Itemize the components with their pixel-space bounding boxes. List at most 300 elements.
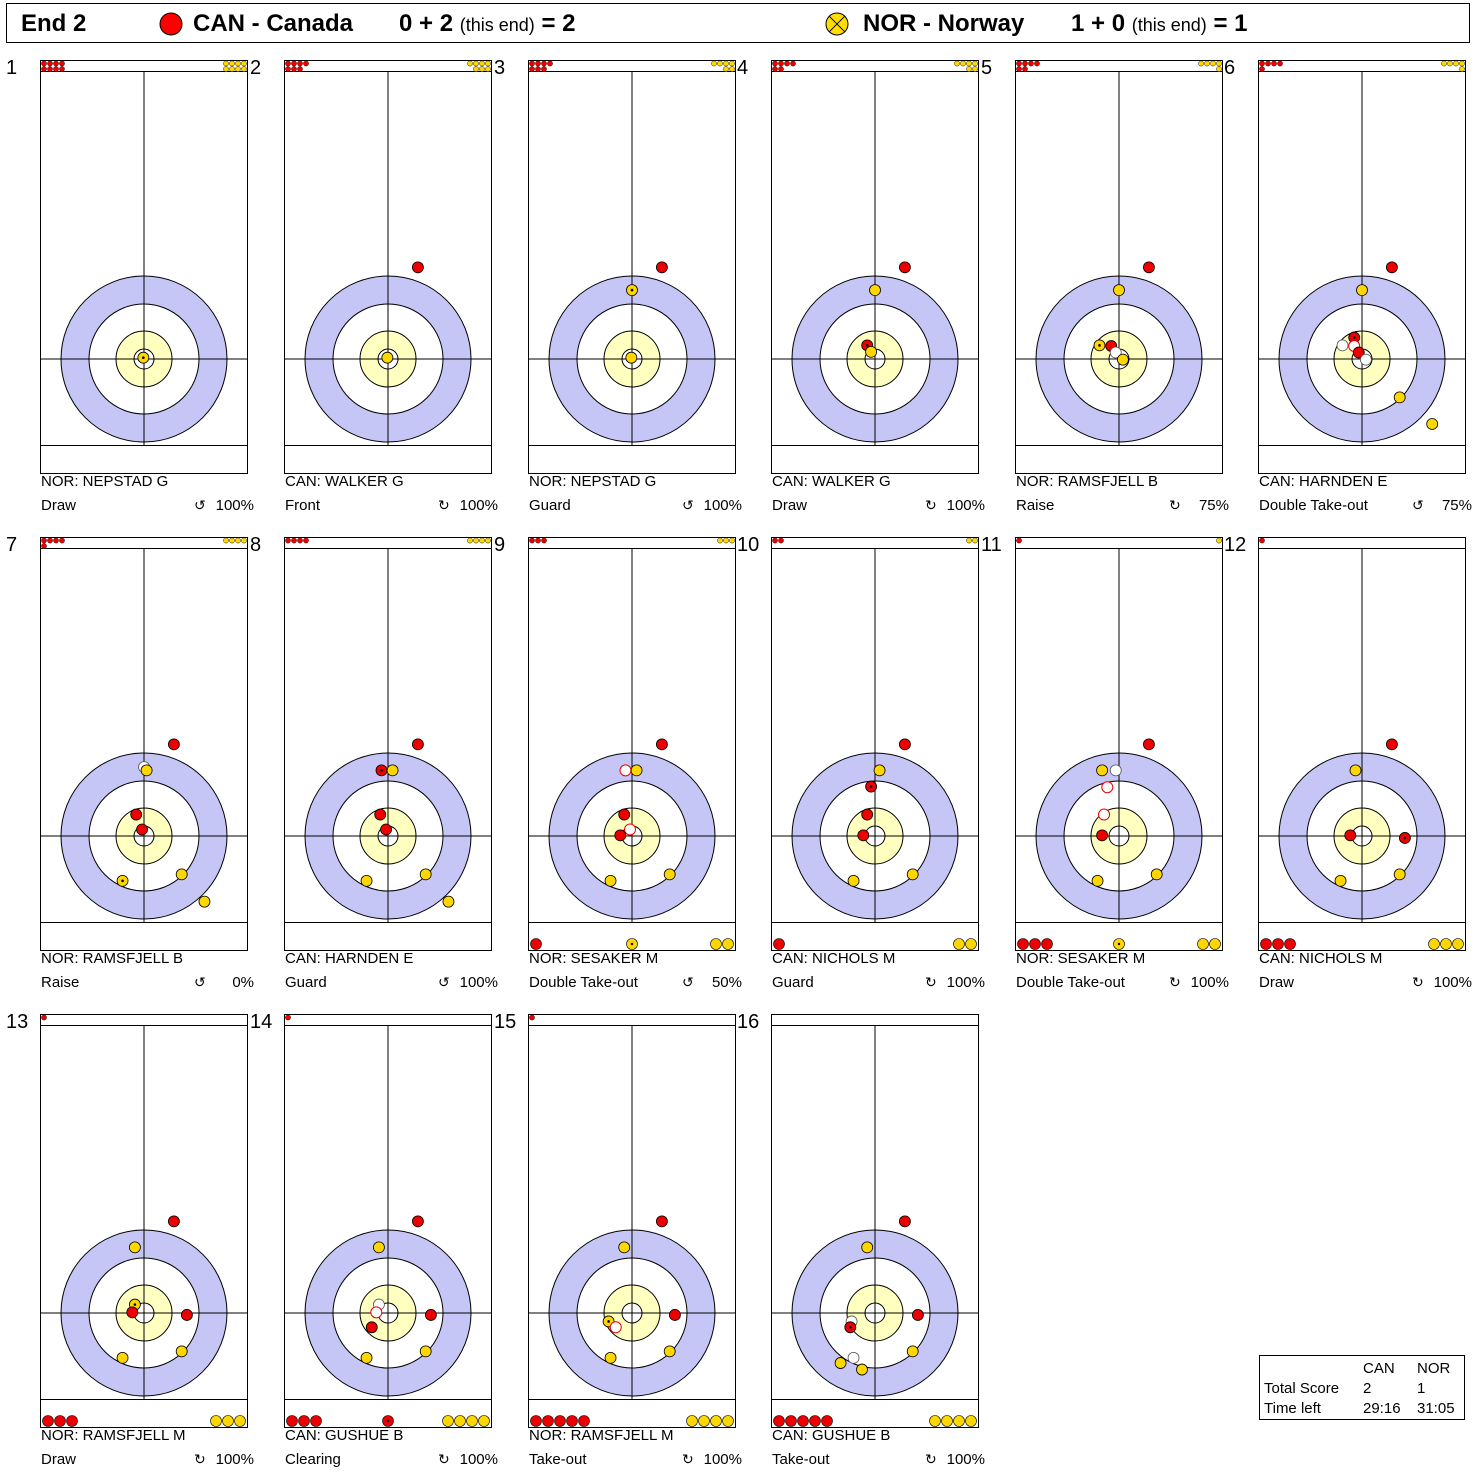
red-stone [899, 1216, 910, 1227]
remaining-yellow-stone [223, 61, 228, 66]
team2-score-expr: 1 + 0 [1071, 10, 1126, 37]
shot-percentage: 100% [946, 1451, 985, 1468]
shot-number: 11 [981, 534, 1002, 556]
yellow-stone [862, 1242, 873, 1253]
remaining-red-stone [1016, 538, 1021, 543]
remaining-yellow-stone [223, 66, 228, 71]
remaining-red-stone [529, 66, 534, 71]
yellow-stone [1427, 419, 1438, 430]
out-red-stone [786, 1416, 797, 1427]
shot-panel [1224, 534, 1472, 1004]
clockwise-icon: ↻ [194, 1451, 206, 1467]
red-stone [181, 1309, 192, 1320]
remaining-yellow-stone [229, 66, 234, 71]
red-stone [1386, 739, 1397, 750]
out-red-stone [287, 1416, 298, 1427]
moved-stone-marker [1337, 340, 1348, 351]
remaining-red-stone [297, 66, 302, 71]
summary-col-can: CAN [1363, 1360, 1395, 1377]
sheet-diagram [771, 1014, 979, 1428]
shot-percentage: 100% [703, 1451, 742, 1468]
red-stone [899, 262, 910, 273]
remaining-yellow-stone [972, 66, 977, 71]
shot-type: Guard [772, 974, 814, 991]
remaining-red-stone [53, 61, 58, 66]
remaining-yellow-stone [1204, 61, 1209, 66]
shot-type: Double Take-out [1259, 497, 1368, 514]
removed-red-stone-marker [1099, 809, 1110, 820]
summary-cell: 1 [1417, 1380, 1426, 1397]
out-red-stone [822, 1416, 833, 1427]
remaining-red-stone [541, 61, 546, 66]
shot-type: Draw [41, 497, 77, 514]
shot-type: Double Take-out [529, 974, 638, 991]
remaining-red-stone [1022, 66, 1027, 71]
red-stone [1386, 262, 1397, 273]
yellow-stone [857, 1364, 868, 1375]
summary-cell: 31:05 [1417, 1400, 1455, 1417]
red-stone [127, 1307, 138, 1318]
team2-total: = 1 [1213, 10, 1248, 37]
thrown-stone-marker [849, 1326, 852, 1329]
shot-number: 12 [1224, 534, 1247, 556]
yellow-stone [129, 1242, 140, 1253]
clockwise-icon: ↻ [1169, 974, 1181, 990]
yellow-stone [1394, 392, 1405, 403]
remaining-yellow-stone [966, 538, 971, 543]
remaining-red-stone [1028, 61, 1033, 66]
remaining-red-stone [291, 66, 296, 71]
out-red-stone [531, 1416, 542, 1427]
remaining-yellow-stone [723, 66, 728, 71]
yellow-stone [605, 1352, 616, 1363]
red-stone [1097, 830, 1108, 841]
red-stone [899, 739, 910, 750]
out-red-stone [299, 1416, 310, 1427]
remaining-yellow-stone [717, 61, 722, 66]
out-yellow-stone [1429, 939, 1440, 950]
remaining-red-stone [285, 538, 290, 543]
remaining-yellow-stone [235, 66, 240, 71]
out-red-stone [55, 1416, 66, 1427]
out-yellow-stone [711, 1416, 722, 1427]
shot-type: Raise [41, 974, 80, 991]
shot-percentage: 100% [459, 497, 498, 514]
sheet-diagram [528, 1014, 736, 1428]
yellow-stone [176, 869, 187, 880]
sheet-diagram [1258, 537, 1466, 951]
red-stone [912, 1309, 923, 1320]
red-stone [615, 830, 626, 841]
clockwise-icon: ↻ [925, 974, 937, 990]
red-stone [656, 1216, 667, 1227]
remaining-yellow-stone [972, 538, 977, 543]
summary-table [1259, 1355, 1465, 1420]
yellow-stone [141, 765, 152, 776]
shot-percentage: 75% [1441, 497, 1472, 514]
remaining-yellow-stone [1210, 61, 1215, 66]
remaining-red-stone [790, 61, 795, 66]
remaining-yellow-stone [241, 61, 246, 66]
yellow-stone [361, 875, 372, 886]
shot-type: Clearing [285, 1451, 341, 1468]
remaining-red-stone [285, 66, 290, 71]
remaining-red-stone [1259, 538, 1264, 543]
remaining-red-stone [1271, 61, 1276, 66]
team1-this-end: (this end) [459, 15, 535, 35]
shot-number: 10 [737, 534, 760, 556]
clockwise-icon: ↻ [438, 1451, 450, 1467]
thrown-stone-marker [870, 785, 873, 788]
shot-panel [6, 57, 254, 527]
red-stone [619, 809, 630, 820]
shot-number: 1 [6, 57, 18, 79]
remaining-red-stone [772, 66, 777, 71]
remaining-yellow-stone [229, 538, 234, 543]
remaining-red-stone [1016, 61, 1021, 66]
remaining-red-stone [47, 66, 52, 71]
shot-player: CAN: GUSHUE B [772, 1427, 891, 1444]
remaining-red-stone [41, 543, 46, 548]
remaining-yellow-stone [235, 61, 240, 66]
out-yellow-stone [1453, 939, 1464, 950]
remaining-red-stone [547, 61, 552, 66]
shot-player: NOR: RAMSFJELL B [41, 950, 183, 967]
remaining-yellow-stone [729, 66, 734, 71]
yellow-stone [1350, 765, 1361, 776]
remaining-yellow-stone [473, 538, 478, 543]
remaining-yellow-stone [1453, 61, 1458, 66]
remaining-yellow-stone [1459, 66, 1464, 71]
shot-panel [737, 534, 985, 1004]
thrown-stone-marker [1353, 336, 1356, 339]
yellow-stone [1151, 869, 1162, 880]
shot-player: NOR: RAMSFJELL M [41, 1427, 186, 1444]
yellow-stone [626, 352, 637, 363]
yellow-stone [1335, 875, 1346, 886]
remaining-red-stone [778, 61, 783, 66]
remaining-red-stone [41, 66, 46, 71]
out-yellow-stone [954, 939, 965, 950]
out-red-stone [1285, 939, 1296, 950]
shot-player: NOR: NEPSTAD G [529, 473, 657, 490]
out-red-stone [567, 1416, 578, 1427]
shot-number: 5 [981, 57, 993, 79]
shot-panel [737, 57, 985, 527]
shot-type: Guard [529, 497, 571, 514]
remaining-red-stone [41, 538, 46, 543]
red-stone [412, 262, 423, 273]
remaining-yellow-stone [729, 538, 734, 543]
shot-number: 4 [737, 57, 749, 79]
shot-player: CAN: WALKER G [285, 473, 404, 490]
remaining-red-stone [1259, 66, 1264, 71]
remaining-red-stone [285, 1015, 290, 1020]
red-stone [1143, 739, 1154, 750]
shot-player: NOR: SESAKER M [529, 950, 659, 967]
remaining-red-stone [1022, 61, 1027, 66]
red-stone [669, 1309, 680, 1320]
shot-panel [981, 534, 1229, 1004]
sheet-diagram [284, 1014, 492, 1428]
yellow-stone [199, 896, 210, 907]
yellow-stone [387, 765, 398, 776]
remaining-yellow-stone [954, 61, 959, 66]
sheet-diagram [40, 60, 248, 474]
remaining-yellow-stone [479, 538, 484, 543]
remaining-yellow-stone [473, 66, 478, 71]
remaining-red-stone [297, 61, 302, 66]
remaining-red-stone [1034, 61, 1039, 66]
out-red-stone [774, 1416, 785, 1427]
team1-name: CAN - Canada [193, 10, 354, 37]
shot-panel [6, 1011, 254, 1481]
counterclockwise-icon: ↺ [194, 497, 206, 513]
shot-number: 2 [250, 57, 262, 79]
remaining-red-stone [772, 61, 777, 66]
summary-row-label: Total Score [1264, 1380, 1340, 1397]
shot-percentage: 100% [215, 1451, 254, 1468]
shot-panel [494, 534, 742, 1004]
shot-panel [737, 1011, 985, 1481]
out-yellow-stone [966, 939, 977, 950]
team1-score-expr: 0 + 2 [399, 10, 454, 37]
remaining-red-stone [41, 61, 46, 66]
thrown-marker [387, 1420, 389, 1422]
summary-cell: 2 [1363, 1380, 1372, 1397]
remaining-yellow-stone [467, 538, 472, 543]
clockwise-icon: ↻ [1412, 974, 1424, 990]
out-red-stone [531, 939, 542, 950]
shot-number: 14 [250, 1011, 273, 1033]
out-yellow-stone [455, 1416, 466, 1427]
out-yellow-stone [467, 1416, 478, 1427]
remaining-red-stone [53, 66, 58, 71]
out-yellow-stone [723, 939, 734, 950]
yellow-stone [848, 875, 859, 886]
team1-total: = 2 [541, 10, 576, 37]
thrown-stone-marker [380, 769, 383, 772]
shot-percentage: 50% [711, 974, 742, 991]
yellow-stone [420, 1346, 431, 1357]
yellow-stone [1117, 354, 1128, 365]
shot-percentage: 100% [1433, 974, 1472, 991]
remaining-red-stone [529, 1015, 534, 1020]
remaining-red-stone [303, 61, 308, 66]
thrown-stone-marker [142, 356, 145, 359]
yellow-stone [907, 869, 918, 880]
shot-player: CAN: NICHOLS M [1259, 950, 1383, 967]
shot-panel [1224, 57, 1472, 527]
yellow-stone [1092, 875, 1103, 886]
removed-red-stone-marker [371, 1307, 382, 1318]
counterclockwise-icon: ↺ [194, 974, 206, 990]
remaining-yellow-stone [960, 61, 965, 66]
remaining-yellow-stone [966, 66, 971, 71]
team2-name: NOR - Norway [863, 10, 1025, 37]
yellow-stone [420, 869, 431, 880]
clockwise-icon: ↻ [925, 1451, 937, 1467]
shot-type: Take-out [772, 1451, 830, 1468]
shot-player: CAN: HARNDEN E [1259, 473, 1388, 490]
clockwise-icon: ↻ [682, 1451, 694, 1467]
moved-stone-marker [1110, 765, 1121, 776]
remaining-red-stone [59, 61, 64, 66]
yellow-stone [1097, 765, 1108, 776]
red-stone [131, 809, 142, 820]
shot-number: 6 [1224, 57, 1236, 79]
yellow-stone [664, 869, 675, 880]
out-yellow-stone [211, 1416, 222, 1427]
remaining-red-stone [41, 1015, 46, 1020]
out-red-stone [1261, 939, 1272, 950]
shot-type: Double Take-out [1016, 974, 1125, 991]
shot-number: 8 [250, 534, 262, 556]
shot-type: Guard [285, 974, 327, 991]
remaining-yellow-stone [1198, 61, 1203, 66]
sheet-diagram [528, 60, 736, 474]
moved-stone-marker [1360, 354, 1371, 365]
shot-number: 15 [494, 1011, 517, 1033]
removed-red-stone-marker [1102, 782, 1113, 793]
clockwise-icon: ↻ [925, 497, 937, 513]
sheet-diagram [771, 537, 979, 951]
removed-red-stone-marker [625, 824, 636, 835]
shot-percentage: 100% [459, 974, 498, 991]
remaining-red-stone [297, 538, 302, 543]
remaining-yellow-stone [241, 538, 246, 543]
out-yellow-stone [711, 939, 722, 950]
remaining-yellow-stone [1441, 61, 1446, 66]
remaining-red-stone [291, 61, 296, 66]
remaining-yellow-stone [229, 61, 234, 66]
yellow-stone [176, 1346, 187, 1357]
clockwise-icon: ↻ [438, 497, 450, 513]
remaining-red-stone [47, 61, 52, 66]
summary-row-label: Time left [1264, 1400, 1321, 1417]
shot-player: CAN: WALKER G [772, 473, 891, 490]
out-red-stone [43, 1416, 54, 1427]
yellow-stone [619, 1242, 630, 1253]
shot-player: NOR: SESAKER M [1016, 950, 1146, 967]
shot-player: CAN: NICHOLS M [772, 950, 896, 967]
red-stone [168, 739, 179, 750]
remaining-yellow-stone [485, 66, 490, 71]
shot-percentage: 100% [946, 974, 985, 991]
out-yellow-stone [930, 1416, 941, 1427]
out-yellow-stone [942, 1416, 953, 1427]
red-stone [425, 1309, 436, 1320]
shot-type: Draw [1259, 974, 1295, 991]
out-yellow-stone [1198, 939, 1209, 950]
shot-number: 9 [494, 534, 506, 556]
sheet-diagram [528, 537, 736, 951]
summary-col-nor: NOR [1417, 1360, 1451, 1377]
clockwise-icon: ↻ [1169, 497, 1181, 513]
remaining-yellow-stone [1216, 538, 1221, 543]
remaining-red-stone [778, 66, 783, 71]
shot-number: 7 [6, 534, 18, 556]
red-stone [1345, 830, 1356, 841]
remaining-yellow-stone [479, 66, 484, 71]
out-red-stone [810, 1416, 821, 1427]
remaining-red-stone [535, 538, 540, 543]
red-stone [656, 262, 667, 273]
remaining-red-stone [291, 538, 296, 543]
remaining-yellow-stone [723, 61, 728, 66]
shot-panel [494, 1011, 742, 1481]
out-red-stone [1018, 939, 1029, 950]
remaining-yellow-stone [241, 66, 246, 71]
remaining-yellow-stone [717, 538, 722, 543]
removed-red-stone-marker [610, 1322, 621, 1333]
yellow-stone [1394, 869, 1405, 880]
shot-type: Raise [1016, 497, 1055, 514]
team2-this-end: (this end) [1131, 15, 1207, 35]
yellow-stone [1357, 285, 1368, 296]
remaining-yellow-stone [467, 61, 472, 66]
yellow-stone [907, 1346, 918, 1357]
shot-type: Front [285, 497, 321, 514]
remaining-yellow-stone [479, 61, 484, 66]
remaining-red-stone [772, 538, 777, 543]
yellow-stone [361, 1352, 372, 1363]
shot-percentage: 100% [459, 1451, 498, 1468]
remaining-red-stone [535, 61, 540, 66]
remaining-red-stone [529, 61, 534, 66]
sheet-diagram [40, 1014, 248, 1428]
shot-number: 16 [737, 1011, 760, 1033]
red-stone [862, 809, 873, 820]
shot-type: Draw [41, 1451, 77, 1468]
counterclockwise-icon: ↺ [682, 974, 694, 990]
out-red-stone [311, 1416, 322, 1427]
out-yellow-stone [1210, 939, 1221, 950]
out-red-stone [798, 1416, 809, 1427]
thrown-marker [631, 943, 633, 945]
shot-player: NOR: RAMSFJELL B [1016, 473, 1158, 490]
yellow-stone [1114, 285, 1125, 296]
shot-number: 3 [494, 57, 506, 79]
thrown-stone-marker [631, 289, 634, 292]
out-yellow-stone [687, 1416, 698, 1427]
yellow-stone [382, 352, 393, 363]
out-yellow-stone [954, 1416, 965, 1427]
counterclockwise-icon: ↺ [682, 497, 694, 513]
sheet-diagram [284, 60, 492, 474]
out-yellow-stone [443, 1416, 454, 1427]
remaining-red-stone [285, 61, 290, 66]
yellow-stone [835, 1358, 846, 1369]
red-stone [168, 1216, 179, 1227]
red-stone [381, 824, 392, 835]
thrown-stone-marker [1404, 837, 1407, 840]
red-stone [656, 739, 667, 750]
summary-cell: 29:16 [1363, 1400, 1401, 1417]
out-yellow-stone [966, 1416, 977, 1427]
red-stone [375, 809, 386, 820]
shot-player: NOR: RAMSFJELL M [529, 1427, 674, 1444]
remaining-red-stone [778, 538, 783, 543]
red-stone [137, 824, 148, 835]
out-red-stone [1042, 939, 1053, 950]
shot-panel [494, 57, 742, 527]
sheet-diagram [1015, 60, 1223, 474]
thrown-stone-marker [866, 344, 869, 347]
shot-panel [6, 534, 254, 1004]
sheet-diagram [284, 537, 492, 951]
shot-percentage: 75% [1198, 497, 1229, 514]
